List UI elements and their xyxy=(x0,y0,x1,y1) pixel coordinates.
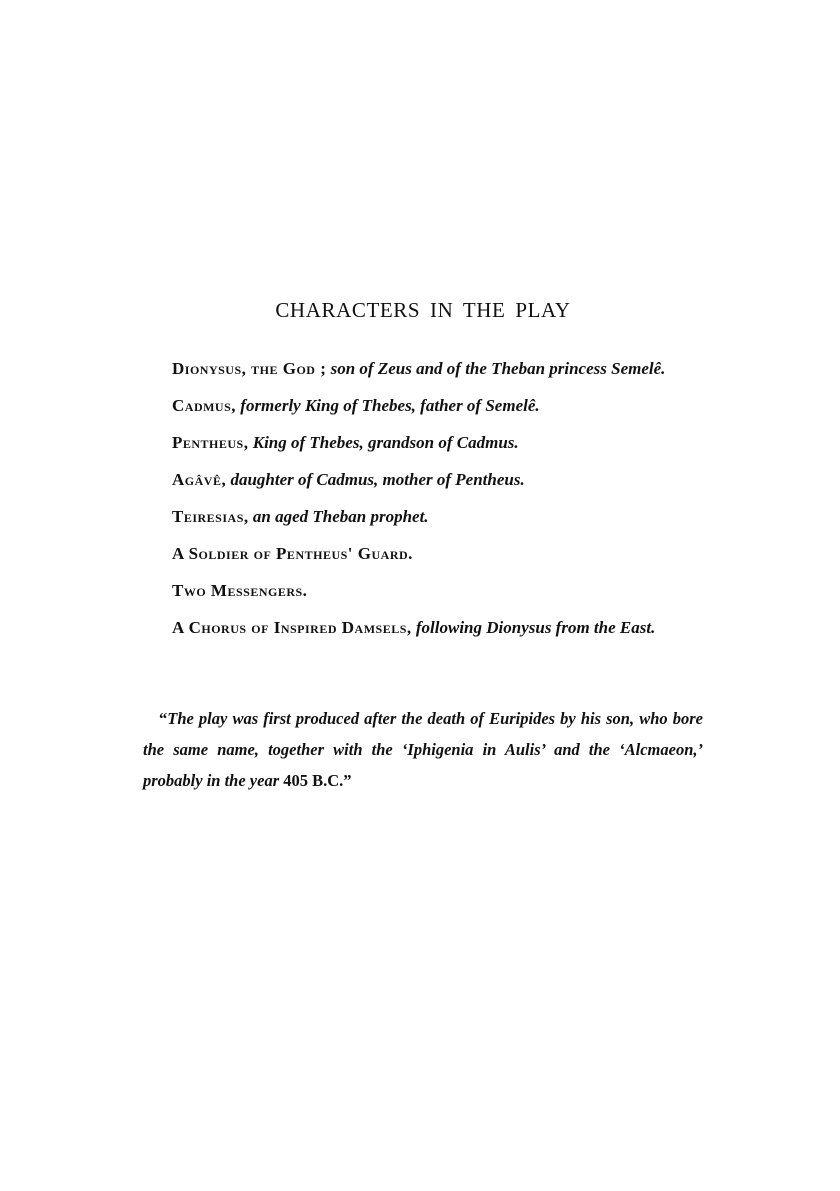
character-description: King of Thebes, grandson of Cadmus. xyxy=(252,433,519,452)
character-description: daughter of Cadmus, mother of Pentheus. xyxy=(230,470,525,489)
note-era: B.C. xyxy=(312,771,344,790)
character-name: Two Messengers. xyxy=(172,581,308,600)
character-name: Teiresias, xyxy=(172,507,249,526)
character-name: Agâvê, xyxy=(172,470,227,489)
note-text: The play was first produced after the death of Euripides by his son, who bore the same name, together with the ‘Iphigenia in Aulis’ and the ‘Alcmaeon,’ probably in the year xyxy=(143,709,703,790)
character-entry xyxy=(172,539,712,568)
character-entry xyxy=(172,391,712,420)
character-description: son of Zeus and of the Theban princess Semelê. xyxy=(330,359,666,378)
character-entry xyxy=(172,465,712,494)
note-open-quote: “ xyxy=(159,709,168,728)
character-description: an aged Theban prophet. xyxy=(252,507,429,526)
page-heading: CHARACTERS IN THE PLAY xyxy=(275,298,571,322)
production-note xyxy=(143,703,703,796)
character-name: Dionysus, the God ; xyxy=(172,359,327,378)
character-entry xyxy=(172,354,712,383)
character-name: Cadmus, xyxy=(172,396,237,415)
note-close-quote: ” xyxy=(343,771,352,790)
character-entry xyxy=(172,576,712,605)
note-year: 405 xyxy=(283,771,308,790)
character-description: formerly King of Thebes, father of Semelê. xyxy=(240,396,540,415)
character-list xyxy=(172,354,712,650)
character-name: A Soldier of Pentheus' Guard. xyxy=(172,544,413,563)
character-entry xyxy=(172,502,712,531)
character-name: A Chorus of Inspired Damsels, xyxy=(172,618,412,637)
character-description: following Dionysus from the East. xyxy=(415,618,656,637)
character-entry xyxy=(172,428,712,457)
character-entry xyxy=(172,613,712,642)
character-name: Pentheus, xyxy=(172,433,249,452)
